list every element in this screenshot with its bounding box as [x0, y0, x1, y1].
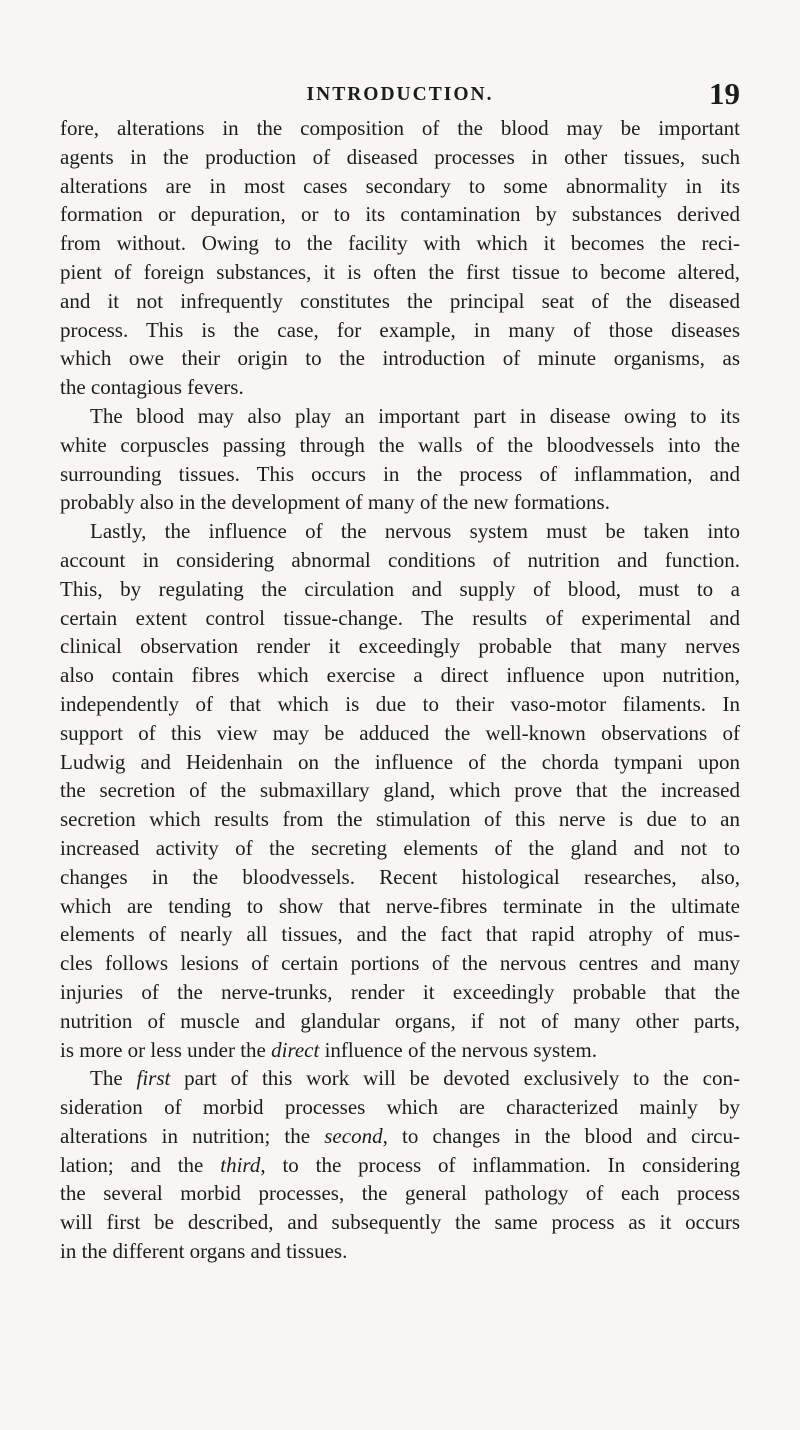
text-line: process. This is the case, for example, in many of those diseases	[60, 317, 740, 342]
text-segment: influence of the nervous system.	[319, 1037, 597, 1062]
text-line: in the different organs and tissues.	[60, 1239, 348, 1264]
italic-term: direct	[271, 1037, 320, 1062]
italic-term: third	[220, 1152, 261, 1177]
text-line: and it not infrequently constitutes the principal seat of the diseased	[60, 288, 740, 313]
text-segment: is more or less under the	[60, 1037, 272, 1062]
text-line: nutrition of muscle and glandular organs, if not of many other parts,	[60, 1008, 740, 1033]
text-line: the secretion of the submaxillary gland, which prove that the increased	[60, 778, 740, 803]
page-number: 19	[709, 76, 740, 111]
text-line: pient of foreign substances, it is often the first tissue to become altered,	[60, 259, 740, 284]
text-line: formation or depuration, or to its contamination by substances derived	[60, 202, 740, 227]
text-line: The blood may also play an important part in disease owing to its	[90, 403, 740, 428]
text-line: agents in the production of diseased processes in other tissues, such	[60, 144, 740, 169]
text-line: which are tending to show that nerve-fibres terminate in the ultimate	[60, 893, 740, 918]
text-line: support of this view may be adduced the well-known observations of	[60, 720, 740, 745]
text-segment: The	[90, 1066, 137, 1091]
italic-term: first	[136, 1066, 171, 1091]
text-line: cles follows lesions of certain portions of the nervous centres and many	[60, 951, 740, 976]
text-line	[60, 1151, 740, 1180]
text-segment: lation; and the	[60, 1152, 221, 1177]
text-line: injuries of the nerve-trunks, render it exceedingly probable that the	[60, 979, 740, 1004]
text-line: will first be described, and subsequently the same process as it occurs	[60, 1210, 740, 1235]
text-line	[60, 1122, 740, 1151]
text-segment: part of this work will be devoted exclusively to the con-	[170, 1066, 740, 1091]
running-head	[60, 76, 740, 110]
text-line	[60, 1064, 740, 1093]
text-line: white corpuscles passing through the walls of the bloodvessels into the	[60, 432, 740, 457]
text-line: account in considering abnormal conditions of nutrition and function.	[60, 547, 740, 572]
text-line: This, by regulating the circulation and supply of blood, must to a	[60, 576, 740, 601]
text-line: sideration of morbid processes which are characterized mainly by	[60, 1095, 740, 1120]
italic-term: second	[324, 1123, 383, 1148]
text-segment: alterations in nutrition; the	[60, 1123, 325, 1148]
body-text	[60, 114, 740, 1266]
text-line: independently of that which is due to their vaso-motor filaments. In	[60, 691, 740, 716]
running-title: INTRODUCTION.	[306, 84, 494, 105]
text-segment: , to changes in the blood and circu-	[382, 1123, 740, 1148]
text-line: the contagious fevers.	[60, 375, 244, 400]
text-line: also contain fibres which exercise a direct influence upon nutrition,	[60, 663, 740, 688]
text-line: which owe their origin to the introduction of minute organisms, as	[60, 346, 740, 371]
text-line	[60, 1036, 740, 1065]
text-segment: , to the process of inflammation. In considering	[260, 1152, 741, 1177]
text-line: certain extent control tissue-change. The results of experimental and	[60, 605, 740, 630]
text-line: changes in the bloodvessels. Recent histological researches, also,	[60, 864, 740, 889]
text-line: surrounding tissues. This occurs in the process of inflammation, and	[60, 461, 740, 486]
text-line: increased activity of the secreting elements of the gland and not to	[60, 835, 740, 860]
text-line: clinical observation render it exceedingly probable that many nerves	[60, 634, 740, 659]
text-line: secretion which results from the stimulation of this nerve is due to an	[60, 807, 740, 832]
text-line: the several morbid processes, the general pathology of each process	[60, 1181, 740, 1206]
text-line: from without. Owing to the facility with which it becomes the reci-	[60, 231, 740, 256]
text-line: Ludwig and Heidenhain on the influence of the chorda tympani upon	[60, 749, 740, 774]
text-line: alterations are in most cases secondary to some abnormality in its	[60, 173, 740, 198]
text-line: elements of nearly all tissues, and the fact that rapid atrophy of mus-	[60, 922, 740, 947]
text-line: probably also in the development of many of the new formations.	[60, 490, 610, 515]
text-line: Lastly, the influence of the nervous system must be taken into	[90, 519, 740, 544]
text-line: fore, alterations in the composition of the blood may be important	[60, 116, 740, 140]
